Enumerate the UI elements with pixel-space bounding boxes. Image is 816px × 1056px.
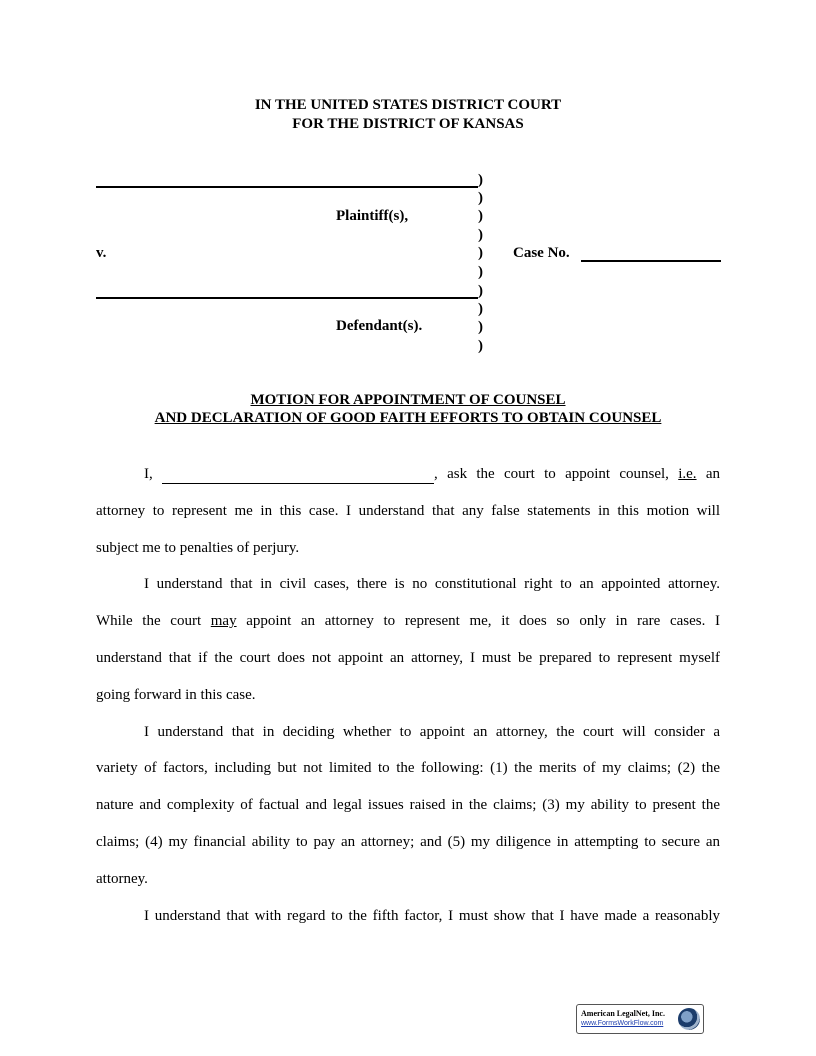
caption-paren: ) — [478, 264, 483, 280]
footer-logo[interactable] — [576, 1004, 704, 1034]
text-segment: , ask the court to appoint counsel, — [434, 466, 669, 482]
caption-paren: ) — [478, 319, 483, 335]
caption-paren: ) — [478, 190, 483, 206]
name-blank-field[interactable] — [162, 466, 434, 484]
motion-subtitle: AND DECLARATION OF GOOD FAITH EFFORTS TO OBTAIN COUNSEL — [154, 410, 662, 426]
text-segment: While the court — [96, 613, 202, 629]
paragraph-4-line-1: I understand that with regard to the fifth factor, I must show that I have made a reasonably — [144, 908, 720, 924]
caption-paren: ) — [478, 208, 483, 224]
caption-paren: ) — [478, 245, 483, 261]
ie-text: i.e. — [678, 466, 697, 482]
case-number-label: Case No. — [513, 245, 570, 261]
plaintiff-label: Plaintiff(s), — [336, 208, 409, 224]
paragraph-3-line-3: nature and complexity of factual and legal issues raised in the claims; (3) my ability to present the — [96, 797, 720, 813]
text-segment: an — [705, 466, 721, 482]
logo-company-name: American LegalNet, Inc. — [581, 1009, 665, 1018]
paragraph-2-line-1: I understand that in civil cases, there is no constitutional right to an appointed attorney. — [144, 576, 720, 592]
paragraph-3-line-4: claims; (4) my financial ability to pay an attorney; and (5) my diligence in attempting to secure an — [96, 834, 720, 850]
caption-paren: ) — [478, 301, 483, 317]
paragraph-3-line-1: I understand that in deciding whether to appoint an attorney, the court will consider a — [144, 724, 720, 740]
paragraph-2-line-2 — [96, 613, 720, 633]
paragraph-3-line-2: variety of factors, including but not limited to the following: (1) the merits of my claims; (2) the — [96, 760, 720, 776]
case-number-field[interactable] — [581, 260, 721, 262]
may-text: may — [210, 613, 237, 629]
court-district: FOR THE DISTRICT OF KANSAS — [292, 116, 524, 132]
logo-url-link[interactable]: www.FormsWorkFlow.com — [581, 1020, 664, 1027]
paragraph-2-line-3: understand that if the court does not appoint an attorney, I must be prepared to represent myself — [96, 650, 720, 666]
text-segment: appoint an attorney to represent me, it does so only in rare cases. I — [246, 613, 720, 629]
caption-paren: ) — [478, 172, 483, 188]
plaintiff-name-line[interactable] — [96, 186, 478, 188]
caption-paren: ) — [478, 338, 483, 354]
paragraph-3-line-5: attorney. — [96, 871, 148, 887]
paragraph-1-line-3: subject me to penalties of perjury. — [96, 540, 300, 556]
caption-paren: ) — [478, 283, 483, 299]
caption-paren: ) — [478, 227, 483, 243]
defendant-name-line[interactable] — [96, 297, 478, 299]
paragraph-2-line-4: going forward in this case. — [96, 687, 256, 703]
court-name: IN THE UNITED STATES DISTRICT COURT — [254, 97, 562, 113]
motion-title: MOTION FOR APPOINTMENT OF COUNSEL — [250, 392, 566, 408]
versus-label: v. — [96, 245, 107, 261]
defendant-label: Defendant(s). — [336, 318, 423, 334]
logo-seal-icon — [678, 1008, 700, 1030]
text-segment: I, — [144, 466, 153, 482]
paragraph-1-line-1 — [144, 466, 720, 486]
paragraph-1-line-2: attorney to represent me in this case. I understand that any false statements in this motion will — [96, 503, 720, 519]
